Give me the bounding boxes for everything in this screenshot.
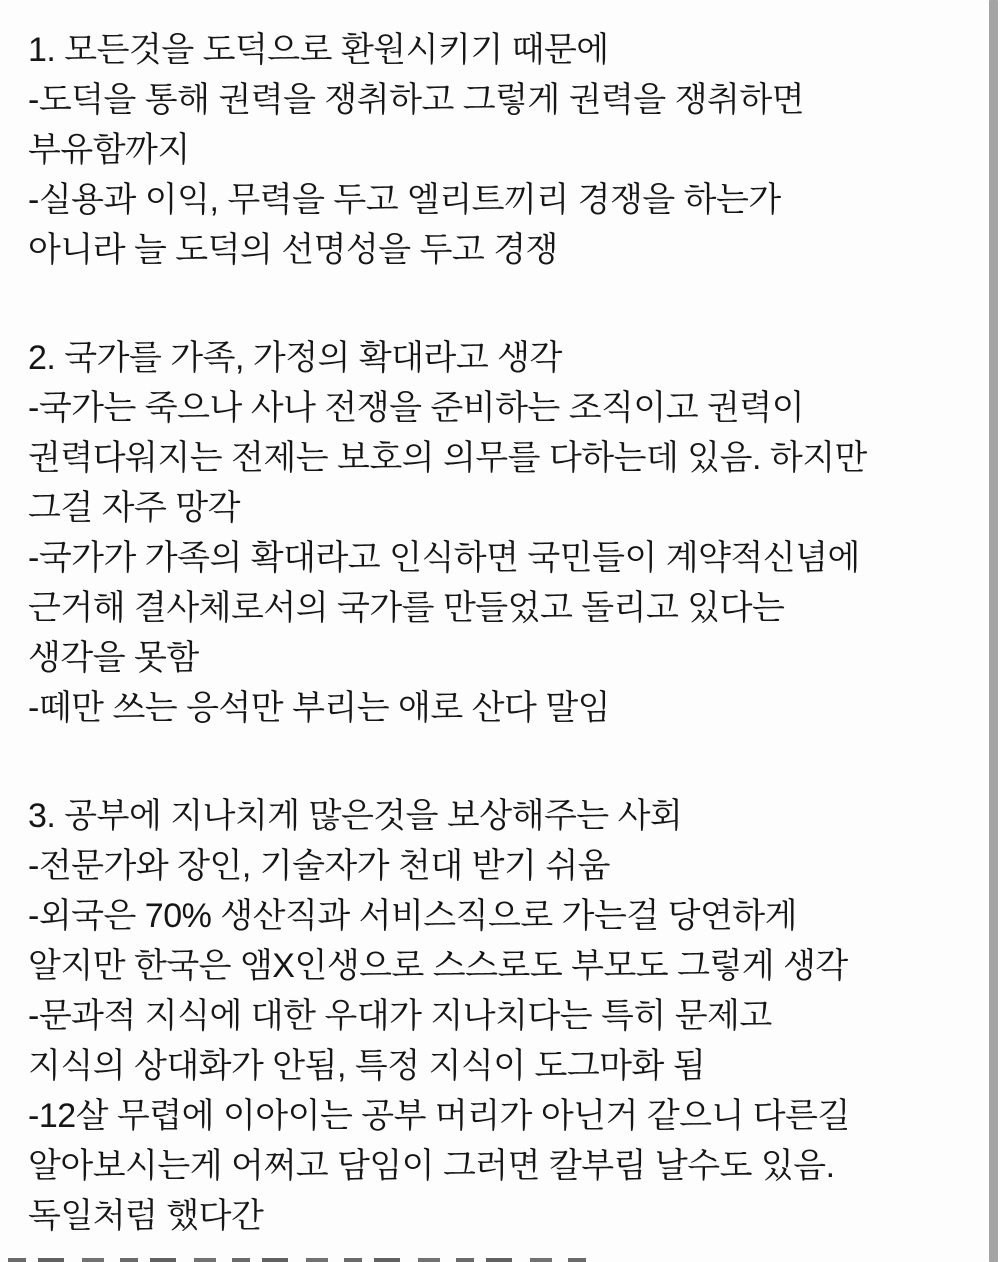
text-line: 근거해 결사체로서의 국가를 만들었고 돌리고 있다는 [28,589,785,627]
text-line: -외국은 70% 생산직과 서비스직으로 가는걸 당연하게 [28,897,797,935]
section-3-study-rewards [28,791,960,1241]
text-line: 3. 공부에 지나치게 많은것을 보상해주는 사회 [28,797,683,835]
text-line: -도덕을 통해 권력을 쟁취하고 그렇게 권력을 쟁취하면 [28,81,805,119]
text-line: -떼만 쓰는 응석만 부리는 애로 산다 말임 [28,689,611,727]
text-line: 알지만 한국은 앰X인생으로 스스로도 부모도 그렇게 생각 [28,947,848,985]
text-line: 생각을 못함 [28,639,199,677]
text-line: 2. 국가를 가족, 가정의 확대라고 생각 [28,339,562,377]
text-line: 알아보시는게 어쩌고 담임이 그러면 칼부림 날수도 있음. [28,1147,835,1185]
text-line: -문과적 지식에 대한 우대가 지나치다는 특히 문제고 [28,997,772,1035]
text-line: -12살 무렵에 이아이는 공부 머리가 아닌거 같으니 다른길 [28,1097,850,1135]
text-line: 그걸 자주 망각 [28,489,240,527]
scrollbar[interactable] [989,0,998,1262]
text-line: 권력다워지는 전제는 보호의 의무를 다하는데 있음. 하지만 [28,439,867,477]
section-1-morality [28,25,960,275]
text-line: 부유함까지 [28,131,190,169]
text-line: 아니라 늘 도덕의 선명성을 두고 경쟁 [28,231,558,269]
text-line: -실용과 이익, 무력을 두고 엘리트끼리 경쟁을 하는가 [28,181,781,219]
text-line: -전문가와 장인, 기술자가 천대 받기 쉬움 [28,847,611,885]
text-line: -국가가 가족의 확대라고 인식하면 국민들이 계약적신념에 [28,539,860,577]
text-line: 지식의 상대화가 안됨, 특정 지식이 도그마화 됨 [28,1047,706,1085]
text-line: 1. 모든것을 도덕으로 환원시키기 때문에 [28,31,609,69]
text-line: -국가는 죽으나 사나 전쟁을 준비하는 조직이고 권력이 [28,389,805,427]
cutoff-text-fragment [8,1258,586,1262]
section-2-nation-as-family [28,333,960,733]
text-line: 독일처럼 했다간 [28,1197,264,1235]
